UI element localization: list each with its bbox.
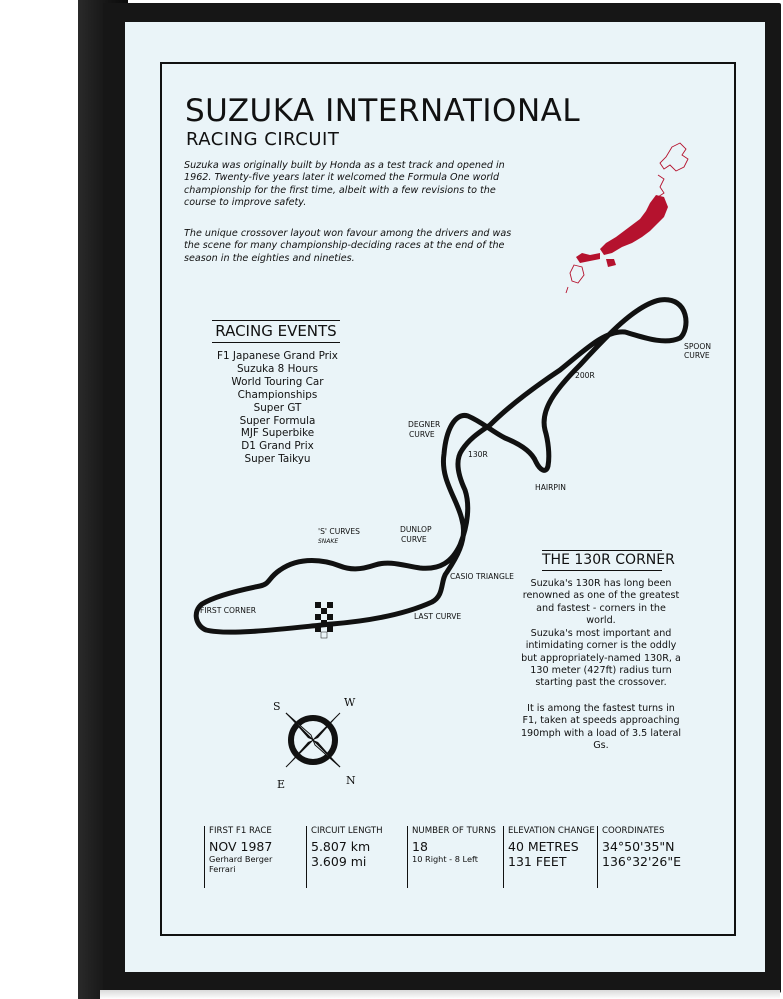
intro-paragraph-1: Suzuka was originally built by Honda as a test track and opened in 1962. Twenty-five years later it welcomed the Formula One world championship for the first time, albeit with a few revisions to the course to improve safety. xyxy=(184,160,505,208)
list-item: Suzuka 8 Hours xyxy=(236,362,319,375)
label-130r: 130R xyxy=(468,450,488,459)
compass-s: S xyxy=(273,700,281,713)
stat-value: 136°32'26"E xyxy=(602,854,682,869)
flag-square xyxy=(315,614,321,620)
label-degner-curve: CURVE xyxy=(409,430,435,439)
list-item: Super Taikyu xyxy=(244,453,311,466)
label-snake: SNAKE xyxy=(318,538,339,545)
poster-subtitle: RACING CIRCUIT xyxy=(186,129,340,150)
flag-square xyxy=(321,632,327,638)
compass-e: E xyxy=(277,778,286,791)
flag-square xyxy=(327,602,333,608)
label-casio-triangle: CASIO TRIANGLE xyxy=(450,572,514,581)
stat-coordinates xyxy=(597,826,697,888)
stat-label: CIRCUIT LENGTH xyxy=(311,826,383,836)
stat-value: 131 FEET xyxy=(508,854,567,869)
stat-value: 18 xyxy=(412,839,428,854)
flag-square xyxy=(327,626,333,632)
stats-bar xyxy=(204,826,704,888)
label-spoon-curve: CURVE xyxy=(684,351,710,360)
flag-square xyxy=(321,608,327,614)
label-dunlop-curve: CURVE xyxy=(401,535,427,544)
flag-square xyxy=(315,626,321,632)
stat-elevation xyxy=(503,826,599,888)
flag-square xyxy=(327,614,333,620)
stat-value: 5.807 km xyxy=(311,839,371,854)
stat-sub: 10 Right - 8 Left xyxy=(412,854,478,864)
label-last-curve: LAST CURVE xyxy=(414,612,462,621)
stat-label: COORDINATES xyxy=(602,826,665,836)
stat-value: 34°50'35"N xyxy=(602,839,675,854)
list-item: Super GT xyxy=(253,401,302,414)
flag-square xyxy=(315,602,321,608)
130r-heading: THE 130R CORNER xyxy=(542,550,662,571)
stat-sub: Ferrari xyxy=(209,864,236,874)
list-item: World Touring Car Championships xyxy=(231,375,324,401)
stat-label: NUMBER OF TURNS xyxy=(412,826,496,836)
list-item: MJF Superbike xyxy=(240,427,315,440)
label-200r: 200R xyxy=(575,371,595,380)
label-s-curves: 'S' CURVES xyxy=(318,527,360,536)
stat-first-race xyxy=(204,826,304,888)
stat-label: ELEVATION CHANGE xyxy=(508,826,595,836)
label-spoon: SPOON xyxy=(684,342,712,351)
intro-paragraph-2: The unique crossover layout won favour among the drivers and was the scene for many championship-deciding races at the end of the season in the eighties and nineties. xyxy=(184,228,512,264)
compass-n: N xyxy=(346,774,356,787)
poster-title: SUZUKA INTERNATIONAL xyxy=(185,93,581,129)
stat-sub: Gerhard Berger xyxy=(209,854,273,864)
flag-square xyxy=(321,620,327,626)
compass-w: W xyxy=(344,696,356,709)
label-hairpin: HAIRPIN xyxy=(535,483,566,492)
label-dunlop: DUNLOP xyxy=(400,525,432,534)
racing-events-heading: RACING EVENTS xyxy=(212,320,340,343)
list-item: F1 Japanese Grand Prix xyxy=(217,350,338,362)
list-item: Super Formula xyxy=(239,414,316,427)
stat-value: NOV 1987 xyxy=(209,839,273,854)
130r-paragraph-1: Suzuka's 130R has long been renowned as one of the greatest and fastest - corners in the world. xyxy=(522,578,680,626)
list-item: D1 Grand Prix xyxy=(241,440,314,453)
stat-value: 40 METRES xyxy=(508,839,579,854)
checkered-flag-icon xyxy=(315,602,333,638)
label-degner: DEGNER xyxy=(408,420,441,429)
stat-circuit-length xyxy=(306,826,406,888)
130r-paragraph-2: Suzuka's most important and intimidating corner is the oddly but appropriately-named 130R, a 130 meter (427ft) radius turn starting past the crossover. xyxy=(521,628,681,689)
stat-value: 3.609 mi xyxy=(311,854,367,869)
stat-turns xyxy=(407,826,505,888)
label-first-corner: FIRST CORNER xyxy=(200,606,257,615)
130r-paragraph-3: It is among the fastest turns in F1, taken at speeds approaching 190mph with a load of 3.5 lateral Gs. xyxy=(520,703,682,751)
compass-rose-icon xyxy=(278,705,348,775)
stat-label: FIRST F1 RACE xyxy=(209,826,272,836)
